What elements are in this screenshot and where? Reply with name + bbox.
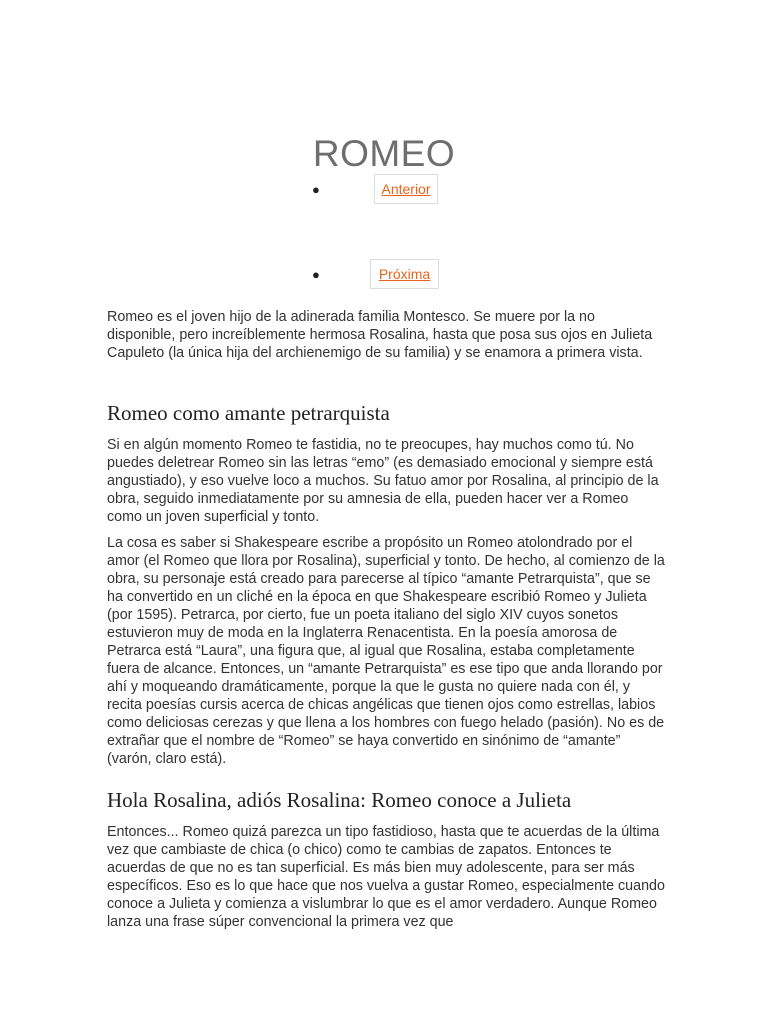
- next-link[interactable]: Próxima: [378, 266, 431, 282]
- section2-paragraph-1: [107, 823, 667, 931]
- intro-paragraph: [107, 308, 667, 362]
- bullet-icon: ●: [312, 182, 320, 197]
- section1-text-1: Si en algún momento Romeo te fastidia, no te preocupes, hay muchos como tú. No puedes deletrear Romeo sin las letras “emo” (es demasiado emocional y siempre está angustiado), y eso vuelve loco a muchos. Su fatuo amor por Rosalina, al principio de la obra, seguido inmediatamente por su amnesia de ella, pueden hacer ver a Romeo como un joven superficial y tonto.: [107, 437, 659, 525]
- next-button[interactable]: [370, 259, 439, 289]
- bullet-icon: ●: [312, 267, 320, 282]
- previous-button[interactable]: [374, 174, 438, 204]
- intro-text: Romeo es el joven hijo de la adinerada familia Montesco. Se muere por la no disponible, pero increíblemente hermosa Rosalina, hasta que posa sus ojos en Julieta Capuleto (la única hija del archienemigo de su familia) y se enamora a primera vista.: [107, 309, 653, 361]
- page-title: ROMEO: [312, 132, 456, 174]
- section2-text-1: Entonces... Romeo quizá parezca un tipo fastidioso, hasta que te acuerdas de la última vez que cambiaste de chica (o chico) como te cambias de zapatos. Entonces te acuerdas de que no es tan superficial. Es más bien muy adolescente, para ser más específicos. Eso es lo que hace que nos vuelva a gustar Romeo, especialmente cuando conoce a Julieta y comienza a vislumbrar lo que es el amor verdadero. Aunque Romeo lanza una frase súper convencional la primera vez que: [107, 824, 665, 930]
- previous-link[interactable]: Anterior: [381, 181, 431, 197]
- section-heading-julieta: Hola Rosalina, adiós Rosalina: Romeo conoce a Julieta: [107, 788, 572, 812]
- section1-text-2: La cosa es saber si Shakespeare escribe a propósito un Romeo atolondrado por el amor (el Romeo que llora por Rosalina), superficial y tonto. De hecho, al comienzo de la obra, su personaje está creado para parecerse al típico “amante Petrarquista”, que se ha convertido en un cliché en la época en que Shakespeare escribió Romeo y Julieta (por 1595). Petrarca, por cierto, fue un poeta italiano del siglo XIV cuyos sonetos estuvieron muy de moda en la Inglaterra Renacentista. En la poesía amorosa de Petrarca está “Laura”, una figura que, al igual que Rosalina, estaba completamente fuera de alcance. Entonces, un “amante Petrarquista” es ese tipo que anda llorando por ahí y moqueando dramáticamente, porque la que le gusta no quiere nada con él, y recita poesías cursis acerca de chicas angélicas que tienen ojos como estrellas, labios como deliciosas cerezas y que llena a los hombres con fuego helado (pasión). No es de extrañar que el nombre de “Romeo” se haya convertido en sinónimo de “amante” (varón, claro está).: [107, 535, 665, 767]
- section1-paragraph-2: [107, 534, 667, 768]
- section-heading-petrarquista: Romeo como amante petrarquista: [107, 401, 390, 425]
- section1-paragraph-1: [107, 436, 667, 526]
